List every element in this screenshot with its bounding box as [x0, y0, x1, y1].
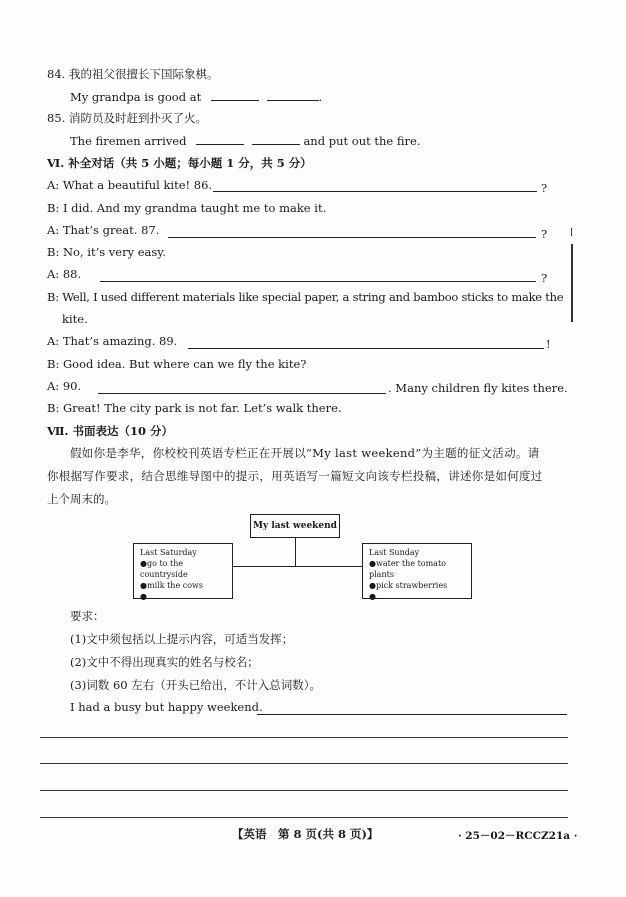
answer-blank-87[interactable] [168, 226, 536, 238]
requirement-item: (3)词数 60 左右（开头已给出，不计入总词数）。 [70, 678, 321, 692]
requirement-item: (1)文中须包括以上提示内容，可适当发挥； [70, 632, 294, 646]
writing-line[interactable] [40, 817, 568, 818]
q85-blank-1[interactable] [196, 133, 244, 145]
q85-english: The firemen arrived and put out the fire. [70, 134, 421, 148]
q84-blank-2[interactable] [267, 89, 319, 101]
prompt-line-1: 假如你是李华，你校校刊英语专栏正在开展以“My last weekend”为主题的征文活动。请 [70, 446, 540, 460]
dialog-line-b1: B: I did. And my grandma taught me to make it. [47, 201, 327, 215]
answer-blank-86[interactable] [213, 180, 537, 192]
dialog-line-b3-cont: kite. [62, 312, 88, 326]
writing-line[interactable] [40, 737, 568, 738]
scan-mark [571, 244, 573, 322]
writing-line[interactable] [40, 763, 568, 764]
dialog-line-87: A: That’s great. 87. [47, 223, 160, 237]
mindmap-left-item: ●milk the cows [140, 581, 203, 590]
mindmap-left-item: ●... [140, 592, 155, 601]
mindmap-connector-horizontal [233, 566, 362, 567]
dialog-line-b4: B: Good idea. But where can we fly the kite? [47, 357, 307, 371]
q85-blank-2[interactable] [252, 133, 300, 145]
mindmap-center-node: My last weekend [250, 514, 340, 538]
q84-blank-1[interactable] [211, 89, 259, 101]
requirement-item: (2)文中不得出现真实的姓名与校名； [70, 655, 259, 669]
footer-code: · 25－02－RCCZ21a · [458, 830, 578, 842]
prompt-line-2: 你根据写作要求，结合思维导图中的提示，用英语写一篇短文向该专栏投稿，讲述你是如何度过 [47, 469, 543, 483]
dialog-end-87: ? [541, 227, 548, 241]
mindmap-left-node [133, 543, 233, 599]
mindmap-right-item: ●... [369, 592, 384, 601]
dialog-end-86: ? [541, 181, 548, 195]
dialog-end-88: ? [541, 271, 548, 285]
answer-blank-88[interactable] [100, 270, 536, 282]
section-6-title: Ⅵ. 补全对话（共 5 小题；每小题 1 分，共 5 分） [47, 156, 312, 170]
dialog-line-b5: B: Great! The city park is not far. Let’s walk there. [47, 401, 342, 415]
mindmap-right-node [362, 543, 472, 599]
dialog-end-89: ! [546, 337, 551, 351]
mindmap-right-item: ●water the tomato plants [369, 559, 446, 579]
mindmap-right-title: Last Sunday [369, 548, 420, 557]
dialog-line-88: A: 88. [47, 267, 82, 281]
dialog-line-b2: B: No, it’s very easy. [47, 245, 166, 259]
answer-blank-89[interactable] [188, 337, 544, 349]
answer-blank-90[interactable] [98, 382, 386, 394]
q84-chinese: 84. 我的祖父很擅长下国际象棋。 [47, 67, 219, 81]
writing-start-sentence: I had a busy but happy weekend. [70, 700, 263, 714]
dialog-line-89: A: That’s amazing. 89. [47, 334, 178, 348]
q85-chinese: 85. 消防员及时赶到扑灭了火。 [47, 111, 207, 125]
footer-page-label: 【英语 第 8 页(共 8 页)】 [232, 827, 379, 841]
prompt-line-3: 上个周末的。 [47, 492, 116, 506]
writing-line[interactable] [40, 790, 568, 791]
mindmap-left-item: ●go to the countryside [140, 559, 188, 579]
mindmap-connector-vertical [295, 538, 296, 566]
requirements-title: 要求： [70, 609, 105, 623]
dialog-line-90: A: 90. [47, 379, 82, 393]
dialog-line-b3: B: Well, I used different materials like special paper, a string and bamboo sticks to make the [47, 290, 564, 304]
scan-mark [571, 228, 572, 236]
writing-line-first[interactable] [257, 703, 567, 715]
dialog-line-86: A: What a beautiful kite! 86. [47, 178, 213, 192]
mindmap-left-title: Last Saturday [140, 548, 197, 557]
section-7-title: Ⅶ. 书面表达（10 分） [47, 424, 174, 438]
q84-english: My grandpa is good at . [70, 90, 323, 104]
dialog-end-90: . Many children fly kites there. [388, 381, 568, 395]
mindmap-right-item: ●pick strawberries [369, 581, 448, 590]
